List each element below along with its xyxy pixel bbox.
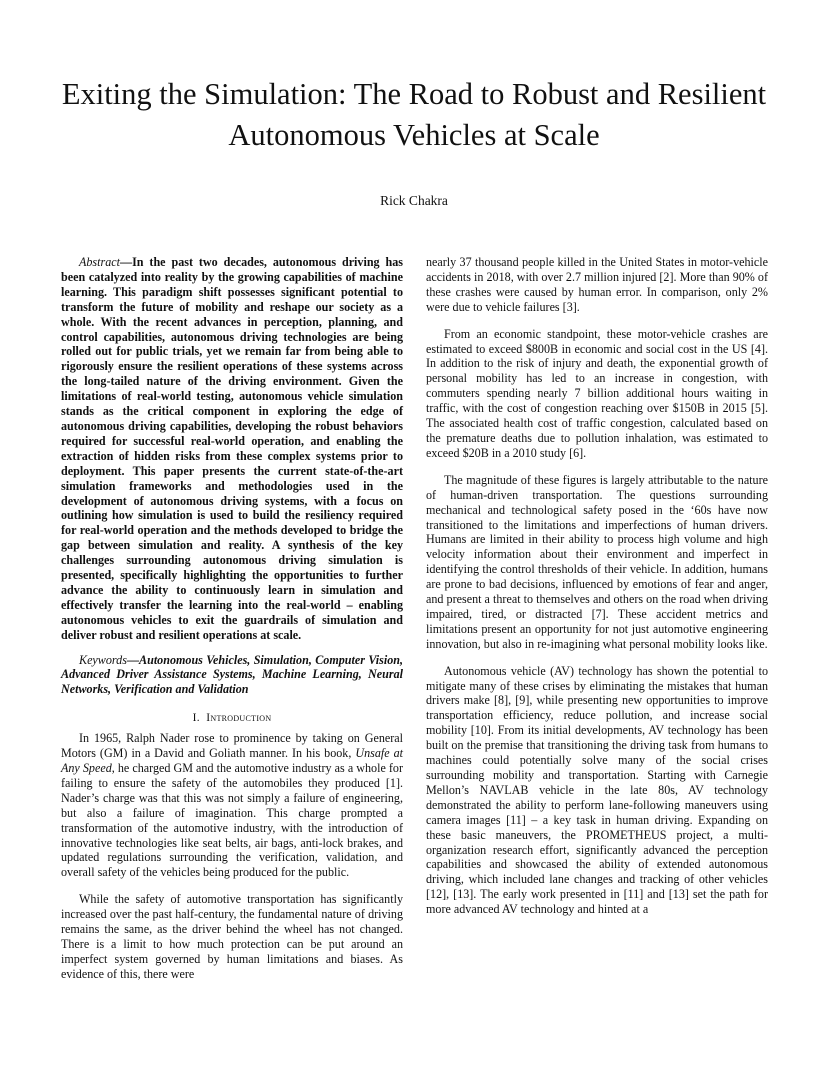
author-name: Rick Chakra: [380, 193, 448, 208]
intro-p1-text-b: , he charged GM and the automotive industry as a whole for failing to ensure the safety of the automobiles they produced [1]. Nader’s charge was that this was not simply a failure of engineering, but also a failure of imagination. This charge prompted a transformation of the automotive industry, with the introduction of innovative technologies like seat belts, air bags, anti-lock brakes, and updated regulations surrounding the verification, validation, and overall safety of the vehicles being produced for the public.: [61, 761, 404, 880]
intro-paragraph-1: [61, 731, 403, 880]
abstract-text: —In the past two decades, autonomous driving has been catalyzed into reality by the growing capabilities of machine learning. This paradigm shift possesses significant potential to transform the future of mobility and reshape our society as a whole. With the recent advances in perception, planning, and control capabilities, autonomous driving technologies are being rolled out for public trials, yet we remain far from being able to rigorously ensure the resilient operations of these systems across the long-tailed nature of the driving environment. Given the limitations of real-world testing, autonomous vehicle simulation stands as the critical component in exploring the edge of autonomous driving capabilities, developing the robust behaviors required for successful real-world operation, and enabling the extraction of hidden risks from these complex systems prior to deployment. This paper presents the current state-of-the-art simulation frameworks and methodologies used in the development of autonomous driving systems, with a focus on outlining how simulation is used to build the resiliency required for real-world operation and the methods developed to bridge the gap between simulation and reality. A synthesis of the key challenges surrounding autonomous driving simulation is presented, specifically highlighting the opportunities to further advance the ability to continuously learn in simulation and effectively transfer the learning into the real-world – enabling autonomous vehicles to exit the guardrails of simulation and deliver robust and resilient operations at scale.: [61, 255, 403, 642]
right-paragraph-2: From an economic standpoint, these motor-vehicle crashes are estimated to exceed $800B in economic and social cost in the US [4]. In addition to the risk of injury and death, the exponential growth of personal mobility has led to an increase in congestion, with commuters spending nearly 7 billion additional hours waiting in traffic, with the cost of congestion reaching over $150B in 2015 [5]. The associated health cost of traffic congestion, calculated based on the premature deaths due to pollution inhalation, was estimated to exceed $20B in a 2010 study [6].: [426, 326, 768, 460]
right-column: [426, 255, 768, 917]
right-paragraph-1: nearly 37 thousand people killed in the United States in motor-vehicle accidents in 2018, with over 2.7 million injured [2]. More than 90% of these crashes were caused by human error. In comparison, only 2% were due to vehicle failures [3].: [426, 255, 768, 314]
intro-paragraph-2: While the safety of automotive transportation has significantly increased over the past half-century, the fundamental nature of driving remains the same, as the driver behind the wheel has not changed. There is a limit to how much protection can be put around an imperfect system governed by human limitations and biases. As evidence of this, there were: [61, 892, 403, 981]
keywords-text: —Autonomous Vehicles, Simulation, Computer Vision, Advanced Driver Assistance Systems, Machine Learning, Neural Networks, Verification and Validation: [61, 652, 403, 697]
left-column: [61, 255, 403, 982]
section-title: Introduction: [206, 712, 272, 725]
intro-p1-text-a: In 1965, Ralph Nader rose to prominence by taking on General Motors (GM) in a David and Goliath manner. In his book,: [61, 731, 403, 761]
right-paragraph-3: The magnitude of these figures is largely attributable to the nature of human-driven transportation. The questions surrounding mechanical and technological safety posed in the ‘60s have now transitioned to the limitations and imperfections of human drivers. Humans are limited in their ability to process high volume and high velocity information about their environment and imperfect in identifying the control thresholds of their vehicle. In addition, humans are prone to bad decisions, influenced by emotions of fear and anger, and present a threat to themselves and others on the road when driving impaired, tired, or distracted [7]. These accident metrics and limitations present an opportunity for not just automotive engineering innovation, but also in re-imagining what personal mobility looks like.: [426, 472, 768, 651]
paper-title: Exiting the Simulation: The Road to Robust and Resilient Autonomous Vehicles at Scale: [61, 77, 767, 152]
keywords: [61, 653, 403, 698]
abstract: [61, 255, 403, 643]
keywords-lead: Keywords: [79, 652, 127, 667]
section-heading: [61, 711, 403, 726]
abstract-lead: Abstract: [79, 255, 120, 269]
right-paragraph-4: Autonomous vehicle (AV) technology has shown the potential to mitigate many of these crises by eliminating the mistakes that human drivers make [8], [9], while presenting new opportunities to improve transportation efficiency, reduce pollution, and increase social mobility [10]. From its initial developments, AV technology has been built on the premise that transitioning the driving task from humans to machines could potentially solve many of the social crises surrounding mobility and transportation. Starting with Carnegie Mellon’s NAVLAB vehicle in the late 80s, AV technology demonstrated the ability to perform lane-following maneuvers using camera images [11] – a key task in human driving. Expanding on these basic maneuvers, the PROMETHEUS project, a multi-organization research effort, significantly advanced the perception capabilities and showcased the ability of extended autonomous driving, which included lane changes and tracking of other vehicles [12], [13]. The early work presented in [11] and [13] set the path for more advanced AV technology and hinted at a: [426, 663, 768, 917]
book-title: Unsafe at Any Speed: [61, 746, 403, 775]
section-numeral: I.: [192, 712, 200, 725]
